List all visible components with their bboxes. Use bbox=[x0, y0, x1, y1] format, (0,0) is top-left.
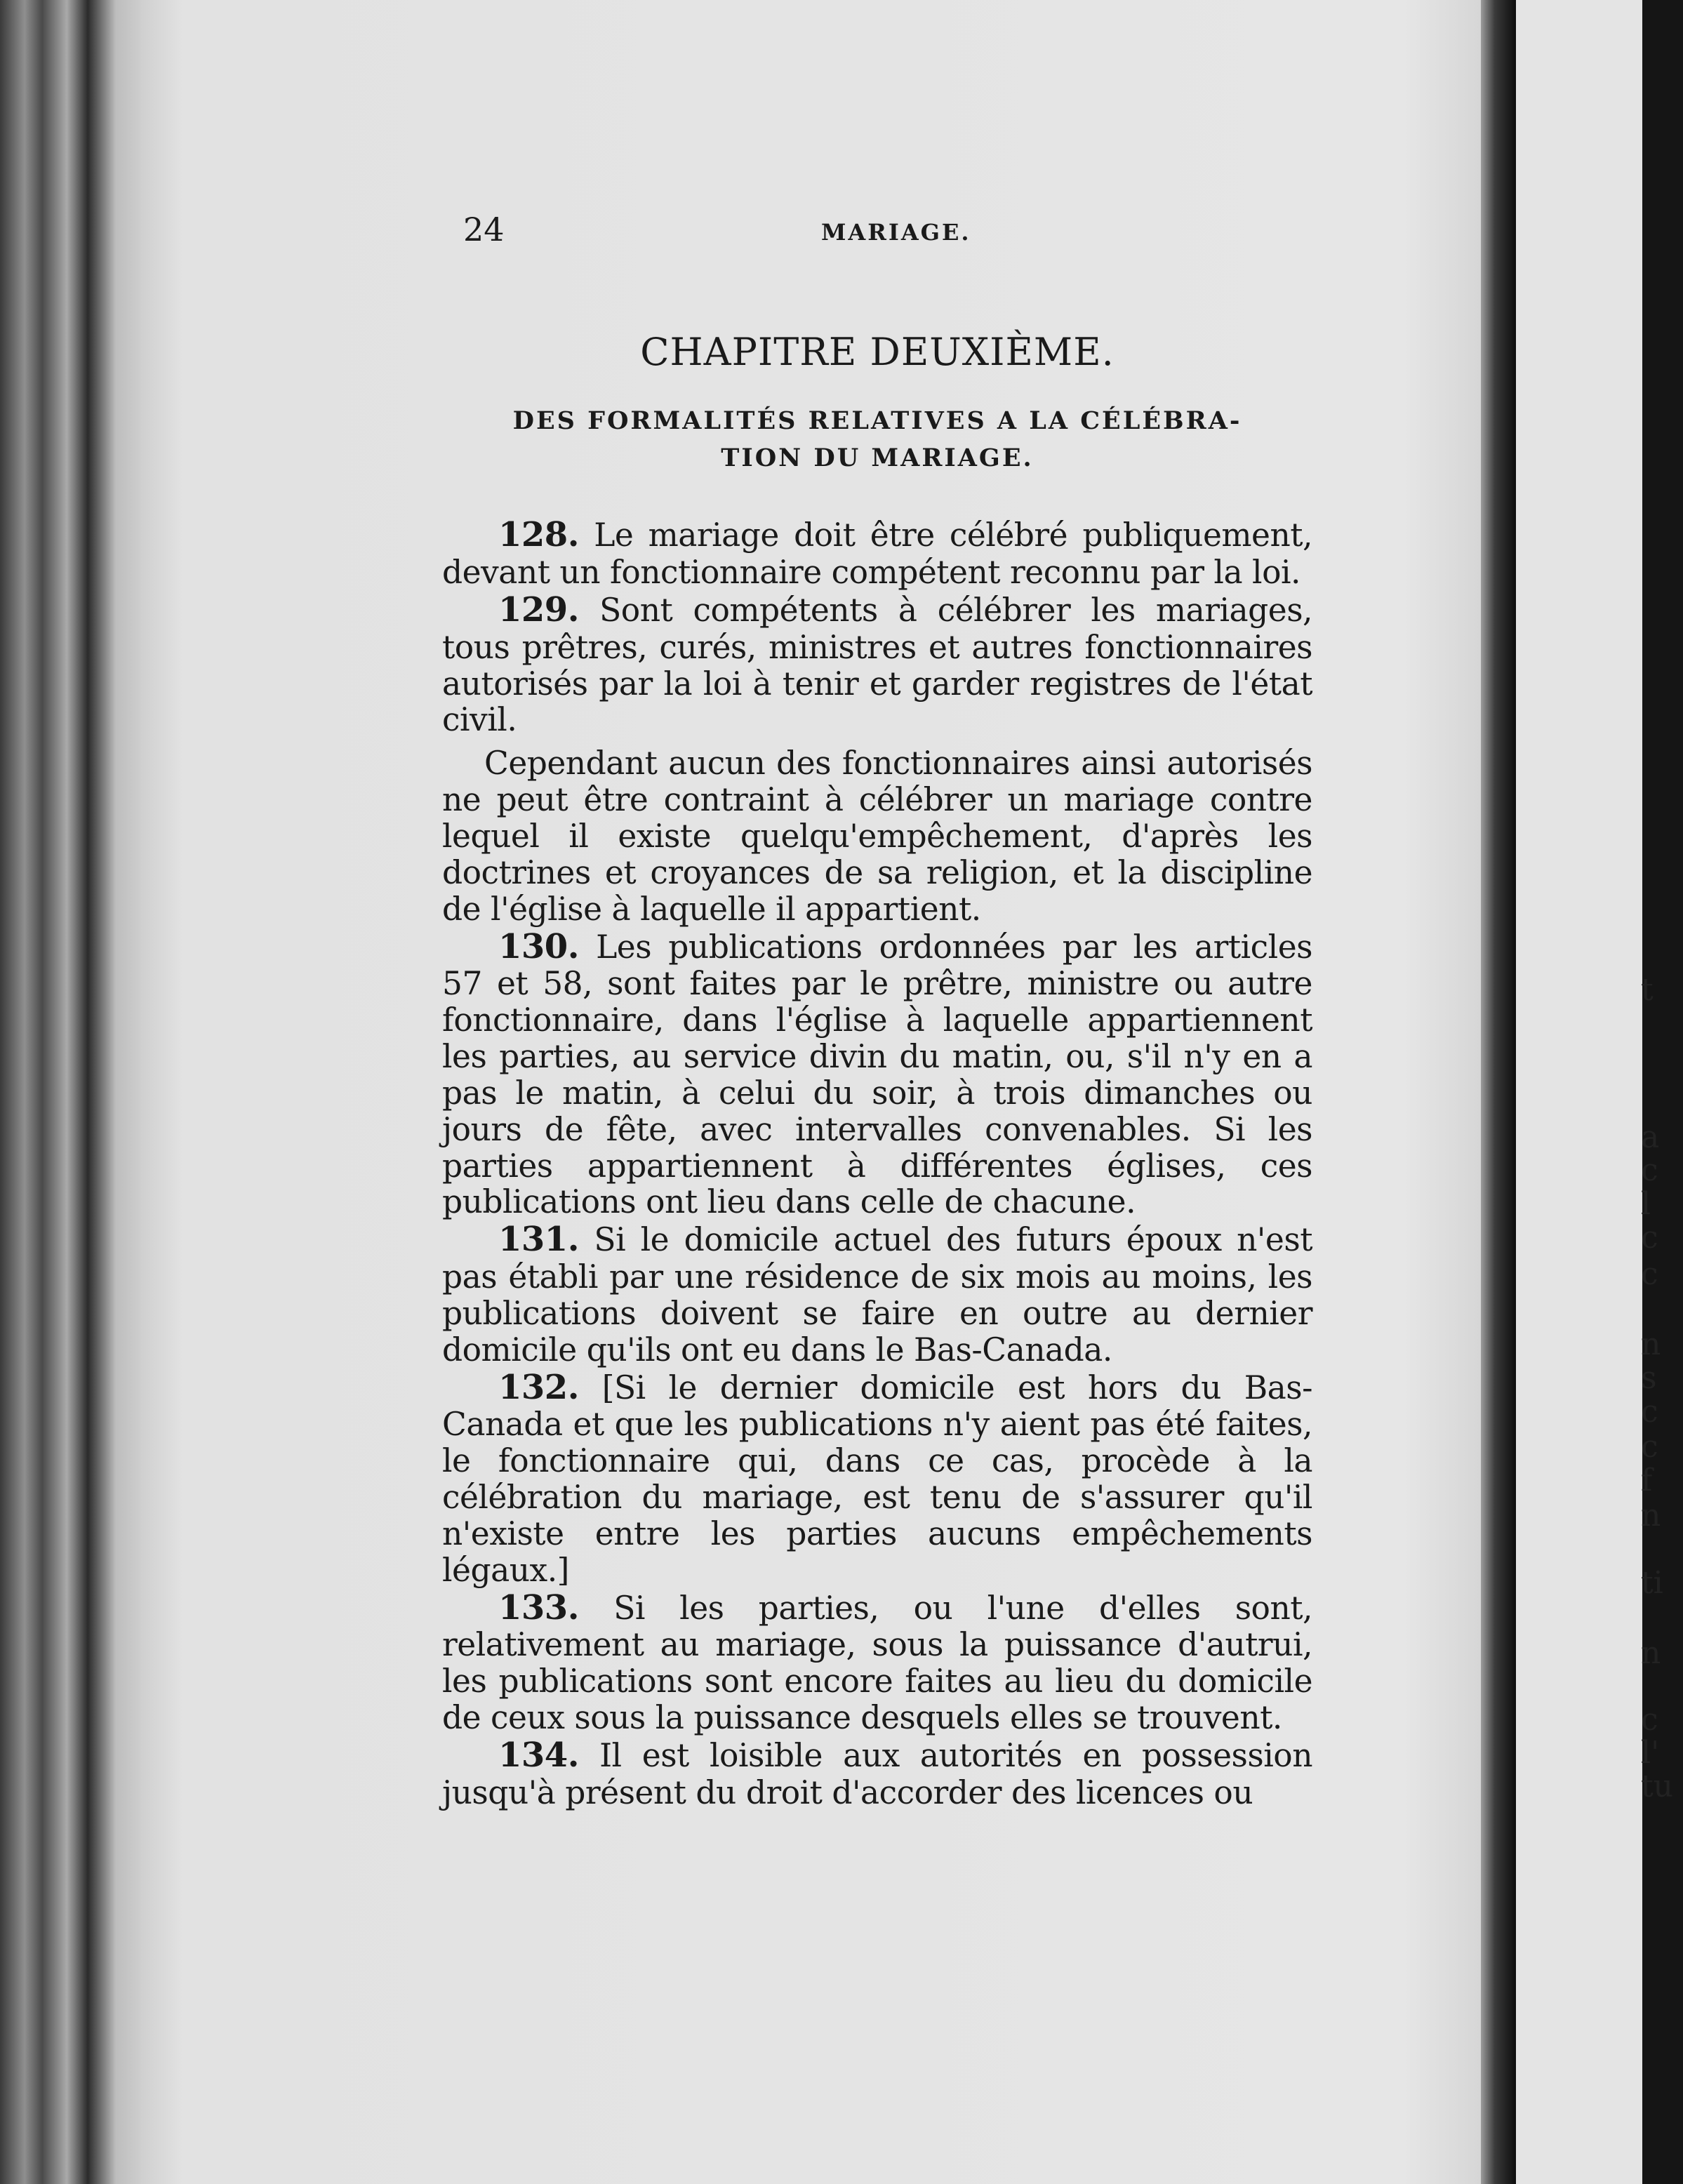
article-text: Les publications ordonnées par les articles 57 et 58, sont faites par le prêtre, ministre ou autre fonctionnaire, dans l'église à laquelle appartiennent les parties, au service divin du matin, ou, s'il n'y en a pas le matin, à celui du soir, à trois dimanches ou jours de fête, avec intervalles convenables. Si les parties appartiennent à différentes églises, ces publications ont lieu dans celle de chacune. bbox=[442, 928, 1312, 1221]
page-number: 24 bbox=[463, 211, 505, 248]
article-number: 134. bbox=[498, 1735, 579, 1775]
facing-page-fragment: c bbox=[1641, 1152, 1658, 1188]
article-134 bbox=[442, 1736, 1312, 1811]
facing-page-fragment: n bbox=[1641, 1498, 1661, 1533]
facing-page-fragment: a bbox=[1641, 1119, 1660, 1155]
facing-page-fragment: tu bbox=[1641, 1769, 1674, 1804]
running-title: MARIAGE. bbox=[821, 219, 971, 246]
article-text: Sont compétents à célébrer les mariages, tous prêtres, curés, ministres et autres fonctionnaires autorisés par la loi à tenir et garder registres de l'état civil. bbox=[442, 591, 1313, 739]
facing-page-fragment: t bbox=[1641, 972, 1654, 1008]
facing-page-fragment: l bbox=[1641, 1186, 1651, 1222]
section-title bbox=[442, 402, 1312, 477]
facing-page-fragment: n bbox=[1641, 1326, 1661, 1362]
facing-page-fragment: n bbox=[1641, 1635, 1661, 1671]
chapter-title: CHAPITRE DEUXIÈME. bbox=[640, 330, 1115, 374]
article-132 bbox=[442, 1369, 1312, 1589]
article-number: 130. bbox=[498, 926, 579, 966]
facing-page-fragment: c bbox=[1641, 1220, 1658, 1256]
facing-page bbox=[1516, 0, 1674, 2184]
section-title-line: DES FORMALITÉS RELATIVES A LA CÉLÉBRA- bbox=[512, 406, 1242, 435]
book-binding-left bbox=[0, 0, 147, 2184]
article-number: 132. bbox=[498, 1367, 579, 1407]
article-number: 129. bbox=[498, 590, 579, 630]
article-130 bbox=[442, 928, 1312, 1221]
article-number: 133. bbox=[498, 1587, 579, 1627]
page-body bbox=[442, 330, 1312, 1811]
article-text: Si les parties, ou l'une d'elles sont, relativement au mariage, sous la puissance d'autrui, les publications sont encore faites au lieu du domicile de ceux sous la puissance desquels elles se trouvent. bbox=[442, 1589, 1312, 1737]
article-text: [Si le dernier domicile est hors du Bas-Canada et que les publications n'y aient pas été faites, le fonctionnaire qui, dans ce cas, procède à la célébration du mariage, est tenu de s'assurer qu'il n'existe entre les parties aucuns empêchements légaux.] bbox=[442, 1369, 1312, 1589]
facing-page-fragment: c bbox=[1641, 1429, 1658, 1465]
facing-page-fragment: l' bbox=[1641, 1735, 1660, 1771]
facing-page-fragment: c bbox=[1641, 1394, 1658, 1430]
section-title-line: TION DU MARIAGE. bbox=[721, 444, 1034, 473]
article-133 bbox=[442, 1589, 1312, 1736]
article-131 bbox=[442, 1220, 1312, 1368]
article-129 bbox=[442, 591, 1312, 738]
facing-page-fragment: ti bbox=[1641, 1565, 1663, 1601]
article-128 bbox=[442, 516, 1312, 591]
article-text: Le mariage doit être célébré publiquement, devant un fonctionnaire compétent reconnu par la loi. bbox=[442, 517, 1312, 592]
facing-page-fragment: c bbox=[1641, 1256, 1658, 1292]
article-text: Il est loisible aux autorités en possession jusqu'à présent du droit d'accorder des licences ou bbox=[442, 1736, 1313, 1811]
facing-page-fragment: s bbox=[1641, 1360, 1657, 1396]
facing-page-fragment: c bbox=[1641, 1702, 1658, 1738]
page-gutter-right bbox=[1481, 0, 1516, 2184]
article-text: Si le domicile actuel des futurs époux n'est pas établi par une résidence de six mois au moins, les publications doivent se faire en outre au dernier domicile qu'ils ont eu dans le Bas-Canada. bbox=[442, 1221, 1312, 1369]
running-head bbox=[463, 211, 1319, 260]
article-number: 128. bbox=[498, 515, 579, 555]
facing-page-fragment: f bbox=[1641, 1463, 1653, 1498]
article-number: 131. bbox=[498, 1220, 579, 1260]
article-129-continuation: Cependant aucun des fonctionnaires ainsi autorisés ne peut être contraint à célébrer un mariage contre lequel il existe quelqu'empêchement, d'après les doctrines et croyances de sa religion, et la discipline de l'église à laquelle il appartient. bbox=[442, 745, 1312, 928]
